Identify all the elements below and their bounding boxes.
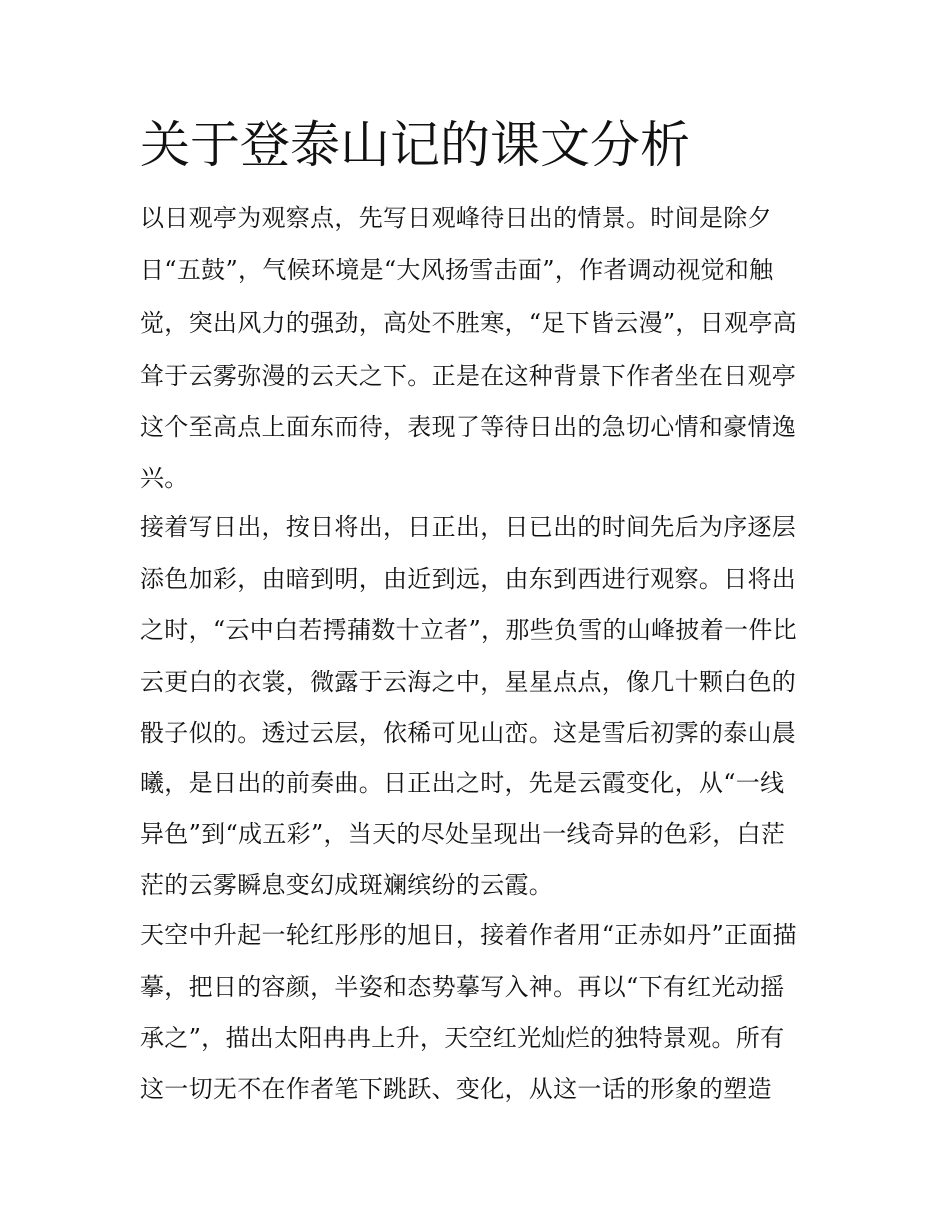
text-line: 茫的云雾瞬息变幻成斑斓缤纷的云霞。 — [140, 871, 554, 899]
text-line: 骰子似的。透过云层，依稀可见山峦。这是雪后初霁的泰山晨 — [140, 719, 797, 747]
document-title: 关于登泰山记的课文分析 — [140, 116, 690, 174]
text-line: 觉，突出风力的强劲，高处不胜寒，“足下皆云漫”，日观亭高 — [140, 309, 797, 337]
text-line: 承之”，描出太阳冉冉上升，天空红光灿烂的独特景观。所有 — [140, 1024, 785, 1052]
text-line: 云更白的衣裳，微露于云海之中，星星点点，像几十颗白色的 — [140, 668, 797, 696]
text-line: 异色”到“成五彩”，当天的尽处呈现出一线奇异的色彩，白茫 — [140, 820, 786, 848]
text-line: 添色加彩，由暗到明，由近到远，由东到西进行观察。日将出 — [140, 565, 797, 593]
text-line: 这一切无不在作者笔下跳跃、变化，从这一话的形象的塑造 — [140, 1075, 772, 1103]
text-line: 这个至高点上面东而待，表现了等待日出的急切心情和豪情逸 — [140, 413, 797, 441]
text-line: 兴。 — [140, 464, 189, 492]
text-line: 之时，“云中白若摴蒱数十立者”，那些负雪的山峰披着一件比 — [140, 616, 797, 644]
text-line: 以日观亭为观察点，先写日观峰待日出的情景。时间是除夕 — [140, 204, 772, 232]
text-line: 接着写日出，按日将出，日正出，日已出的时间先后为序逐层 — [140, 513, 797, 541]
text-line: 日“五鼓”，气候环境是“大风扬雪击面”，作者调动视觉和触 — [140, 256, 774, 284]
text-line: 摹，把日的容颜，半姿和态势摹写入神。再以“下有红光动摇 — [140, 973, 785, 1001]
text-line: 天空中升起一轮红彤彤的旭日，接着作者用“正赤如丹”正面描 — [140, 921, 797, 949]
text-line: 曦，是日出的前奏曲。日正出之时，先是云霞变化，从“一线 — [140, 769, 785, 797]
text-line: 耸于云雾弥漫的云天之下。正是在这种背景下作者坐在日观亭 — [140, 362, 797, 390]
